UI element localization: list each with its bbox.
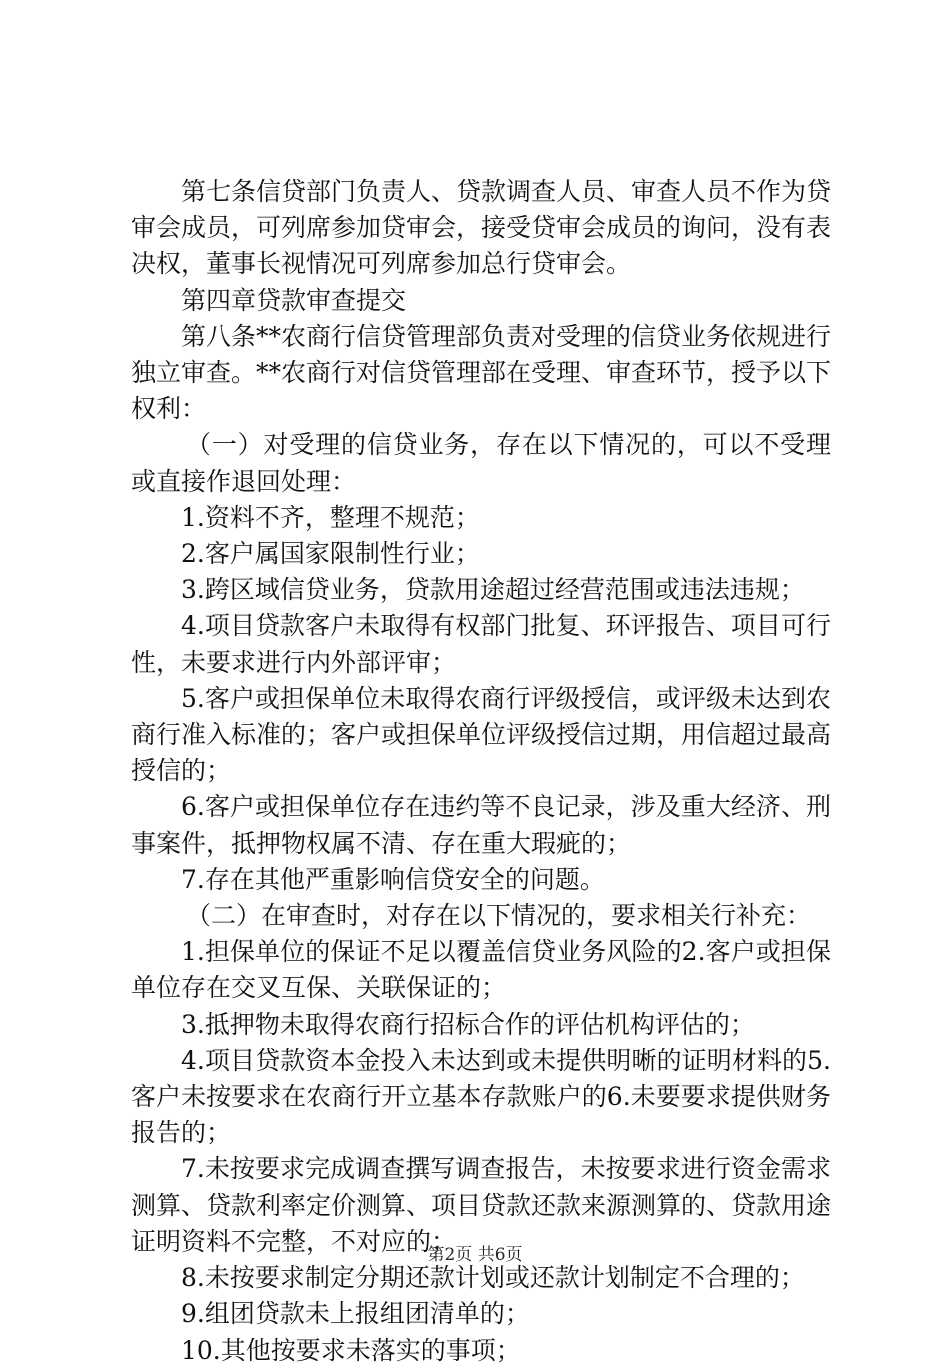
list-item: 9.组团贷款未上报组团清单的； bbox=[181, 1299, 530, 1329]
list-item: 8.未按要求制定分期还款计划或还款计划制定不合理的； bbox=[181, 1263, 805, 1293]
list-item: 1.资料不齐，整理不规范； bbox=[181, 502, 480, 532]
chapter-heading: 第四章贷款审查提交 bbox=[181, 285, 407, 315]
section-heading-1: （一）对受理的信贷业务，存在以下情况的，可以不受理或直接作退回处理： bbox=[131, 430, 831, 496]
list-item: 4.项目贷款资本金投入未达到或未提供明晰的证明材料的5.客户未按要求在农商行开立基本存款账户的6.未要要求提供财务报告的； bbox=[131, 1045, 831, 1148]
page-number-footer: 第2页 共6页 bbox=[427, 1245, 523, 1265]
list-item: 4.项目贷款客户未取得有权部门批复、环评报告、项目可行性，未要求进行内外部评审； bbox=[131, 611, 831, 677]
list-item: 2.客户属国家限制性行业； bbox=[181, 539, 480, 569]
document-body bbox=[131, 174, 831, 1369]
list-item: 3.抵押物未取得农商行招标合作的评估机构评估的； bbox=[181, 1009, 755, 1039]
section-heading-2: （二）在审查时，对存在以下情况的，要求相关行补充： bbox=[186, 901, 812, 931]
list-item: 7.存在其他严重影响信贷安全的问题。 bbox=[181, 864, 605, 894]
list-item: 5.客户或担保单位未取得农商行评级授信，或评级未达到农商行准入标准的；客户或担保单位评级授信过期，用信超过最高授信的； bbox=[131, 683, 832, 786]
list-item: 6.客户或担保单位存在违约等不良记录，涉及重大经济、刑事案件，抵押物权属不清、存在重大瑕疵的； bbox=[131, 792, 831, 858]
list-item: 7.未按要求完成调查撰写调查报告，未按要求进行资金需求测算、贷款利率定价测算、项目贷款还款来源测算的、贷款用途证明资料不完整，不对应的； bbox=[131, 1154, 832, 1256]
list-item: 1.担保单位的保证不足以覆盖信贷业务风险的2.客户或担保单位存在交叉互保、关联保证的； bbox=[131, 937, 831, 1003]
list-item: 3.跨区域信贷业务，贷款用途超过经营范围或违法违规； bbox=[181, 575, 805, 605]
paragraph-article-7: 第七条信贷部门负责人、贷款调查人员、审查人员不作为贷审会成员，可列席参加贷审会，接受贷审会成员的询问，没有表决权，董事长视情况可列席参加总行贷审会。 bbox=[131, 177, 832, 279]
list-item: 10.其他按要求未落实的事项； bbox=[181, 1335, 521, 1365]
paragraph-article-8: 第八条**农商行信贷管理部负责对受理的信贷业务依规进行独立审查。**农商行对信贷管理部在受理、审查环节，授予以下权利： bbox=[131, 321, 832, 424]
